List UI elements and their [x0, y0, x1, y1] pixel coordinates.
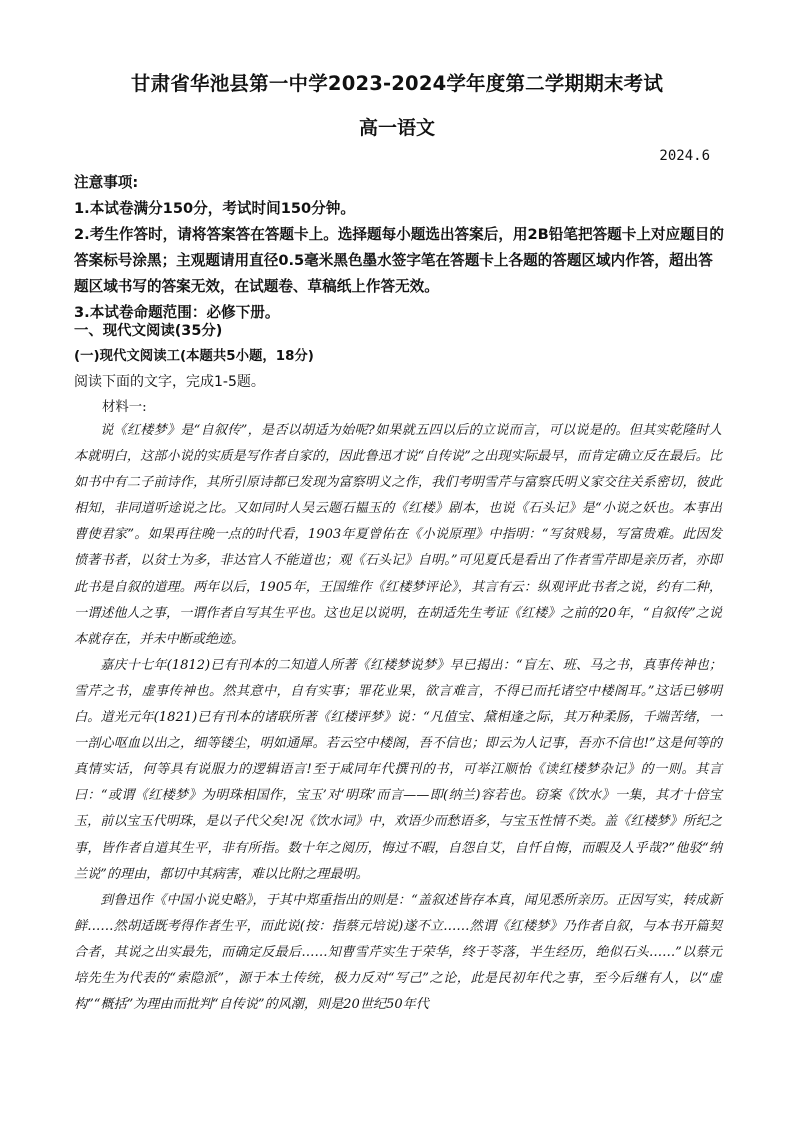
reading-passage: [74, 418, 722, 1018]
subsection-title: (一)现代文阅读工(本题共5小题，18分): [74, 349, 314, 364]
notice-heading: 注意事项:: [74, 174, 139, 191]
passage-paragraph: 说《红楼梦》是“自叙传”，是否以胡适为始呢?如果就五四以后的立说而言，可以说是的。但其实乾隆时人本就明白，这部小说的实质是写作者自家的，因此鲁迅才说“自传说”之出现实际最早，而肯定确立反在最后。比如书中有二子前诗作，其所引原诗都已发现为富察明义之作，我们考明雪芹与富察氏明义家交往关系密切，彼此相知，非同道听途说之比。又如同时人吴云题石韫玉的《红楼》剧本，也说《石头记》是“小说之妖也。本事出曹使君家”。如果再往晚一点的时代看，1903年夏曾佑在《小说原理》中指明：“写贫贱易，写富贵难。此因发愤著书者，以贫士为多，非达官人不能道也；观《石头记》自明。”可见夏氏是看出了作者雪芹即是亲历者，亦即此书是自叙的道理。两年以后，1905年，王国维作《红楼梦评论》，其言有云：纵观评此书者之说，约有二种，一谓述他人之事，一谓作者自写其生平也。这也足以说明，在胡适先生考证《红楼》之前的20年，“自叙传”之说本就存在，并未中断或绝迹。: [74, 423, 723, 647]
notice-block: [74, 170, 724, 326]
passage-paragraph: 嘉庆十七年(1812)已有刊本的二知道人所著《红楼梦说梦》早已揭出：“盲左、班、马之书，真事传神也；雪芹之书，虚事传神也。然其意中，自有实事；罪花业果，欲言难言，不得已而托诸空中楼阁耳。”这话已够明白。道光元年(1821)已有刊本的诸联所著《红楼评梦》说：“凡值宝、黛相逢之际，其万种柔肠，千端苦绪，一一剖心呕血以出之，细等镂尘，明如通犀。若云空中楼阁，吾不信也；即云为人记事，吾亦不信也!”这是何等的真情实话，何等具有说服力的逻辑语言!至于咸同年代撰刊的书，可举江顺怡《读红楼梦杂记》的一则。其言曰：“或谓《红楼梦》为明珠相国作，宝玉’对‘明珠’而言——即(纳兰)容若也。窃案《饮水》一集，其才十倍宝玉，前以宝玉代明珠，是以子代父矣!况《饮水词》中，欢语少而愁语多，与宝玉性情不类。盖《红楼梦》所纪之事，皆作者自道其生平，非有所指。数十年之阅历，悔过不暇，自怨自艾，自忏自悔，而暇及人乎哉?”他驳“纳兰说”的理由，都切中其病害，难以比附之理最明。: [74, 657, 722, 882]
section-title: 一、现代文阅读(35分): [74, 323, 223, 339]
passage-paragraph: 到鲁迅作《中国小说史略》，于其中郑重指出的则是：“盖叙述皆存本真，闻见悉所亲历。正因写实，转成新鲜……然胡适既考得作者生平，而此说(按：指蔡元培说)遂不立……然谓《红楼梦》乃作者自叙，与本书开篇契合者，其说之出实最先，而确定反最后……知曹雪芹实生于荣华，终于苓落，半生经历，绝似石头……”以蔡元培先生为代表的“索隐派”，源于本土传统，极力反对“写己”之论，此是民初年代之事，至今后继有人，以“虚构”“概括”为理由而批判“自传说”的风潮，则是20世纪50年代: [74, 892, 722, 1013]
exam-date: 2024.6: [659, 148, 710, 164]
notice-item: 2.考生作答时，请将答案答在答题卡上。选择题每小题选出答案后，用2B铅笔把答题卡上对应题目的答案标号涂黑；主观题请用直径0.5毫米黑色墨水签字笔在答题卡上各题的答题区域内作答，超出答题区域书写的答案无效，在试题卷、草稿纸上作答无效。: [74, 226, 724, 295]
exam-subject: 高一语文: [358, 117, 435, 139]
notice-item: 1.本试卷满分150分，考试时间150分钟。: [74, 200, 355, 217]
notice-item: 3.本试卷命题范围：必修下册。: [74, 304, 280, 321]
material-label: 材料一:: [102, 400, 147, 415]
reading-instruction: 阅读下面的文字，完成1-5题。: [74, 374, 265, 390]
exam-title: 甘肃省华池县第一中学2023-2024学年度第二学期期末考试: [130, 72, 664, 95]
